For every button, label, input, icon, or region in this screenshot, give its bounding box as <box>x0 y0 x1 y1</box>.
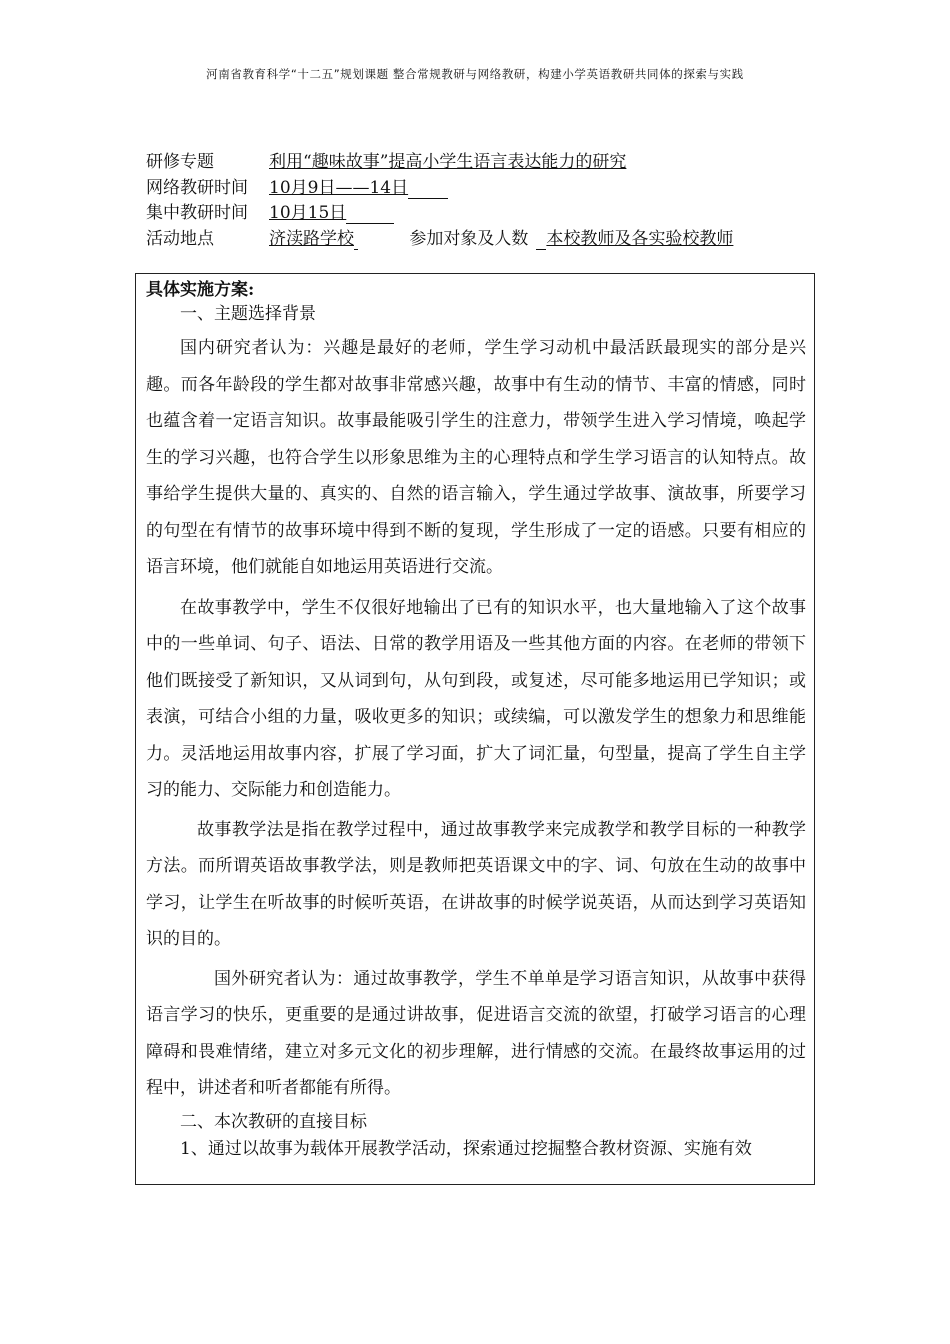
underline-blank <box>346 205 394 224</box>
participants-value: 本校教师及各实验校教师 <box>546 229 734 249</box>
underline-blank <box>536 231 546 250</box>
underline-blank <box>354 231 358 250</box>
meta-row-online-time <box>146 177 448 199</box>
underline-blank <box>408 180 448 199</box>
focus-time-value: 10月15日 <box>269 203 347 223</box>
location-value: 济渎路学校 <box>269 229 354 249</box>
participants-label: 参加对象及人数 <box>409 229 529 249</box>
topic-label: 研修专题 <box>146 152 214 172</box>
paragraph-story-teaching: 在故事教学中，学生不仅很好地输出了已有的知识水平，也大量地输入了这个故事中的一些单词、句子、语法、日常的教学用语及一些其他方面的内容。在老师的带领下他们既接受了新知识，又从词到句，从句到段，或复述，尽可能多地运用已学知识；或表演，可结合小组的力量，吸收更多的知识；或续编，可以激发学生的想象力和思维能力。灵活地运用故事内容，扩展了学习面，扩大了词汇量，句型量，提高了学生自主学习的能力、交际能力和创造能力。 <box>146 597 806 800</box>
paragraph-story-method: 故事教学法是指在教学过程中，通过故事教学来完成教学和教学目标的一种教学方法。而所谓英语故事教学法，则是教师把英语课文中的字、词、句放在生动的故事中学习，让学生在听故事的时候听英语，在讲故事的时候学说英语，从而达到学习英语知识的目的。 <box>146 819 806 949</box>
meta-row-topic <box>146 151 626 173</box>
online-time-value: 10月9日——14日 <box>269 178 409 198</box>
location-label: 活动地点 <box>146 229 214 249</box>
meta-row-location <box>146 228 733 250</box>
implementation-plan-content <box>146 278 806 1164</box>
meta-row-focus-time <box>146 202 394 224</box>
topic-value: 利用“趣味故事”提高小学生语言表达能力的研究 <box>269 152 627 172</box>
plan-title: 具体实施方案: <box>146 280 255 300</box>
section-heading-background: 一、主题选择背景 <box>180 304 316 324</box>
running-header: 河南省教育科学“十二五”规划课题 整合常规教研与网络教研，构建小学英语教研共同体的探索与实践 <box>206 67 744 81</box>
goal-item-1: 1、通过以故事为载体开展教学活动，探索通过挖掘整合教材资源、实施有效 <box>180 1138 752 1159</box>
focus-time-label: 集中教研时间 <box>146 203 248 223</box>
paragraph-domestic-research: 国内研究者认为：兴趣是最好的老师，学生学习动机中最活跃最现实的部分是兴趣。而各年龄段的学生都对故事非常感兴趣，故事中有生动的情节、丰富的情感，同时也蕴含着一定语言知识。故事最能吸引学生的注意力，带领学生进入学习情境，唤起学生的学习兴趣，也符合学生以形象思维为主的心理特点和学生学习语言的认知特点。故事给学生提供大量的、真实的、自然的语言输入，学生通过学故事、演故事，所要学习的句型在有情节的故事环境中得到不断的复现，学生形成了一定的语感。只要有相应的语言环境，他们就能自如地运用英语进行交流。 <box>146 338 806 577</box>
section-heading-goals: 二、本次教研的直接目标 <box>180 1111 367 1132</box>
online-time-label: 网络教研时间 <box>146 178 248 198</box>
paragraph-foreign-research: 国外研究者认为：通过故事教学，学生不单单是学习语言知识，从故事中获得语言学习的快乐，更重要的是通过讲故事，促进语言交流的欲望，打破学习语言的心理障碍和畏难情绪，建立对多元文化的初步理解，进行情感的交流。在最终故事运用的过程中，讲述者和听者都能有所得。 <box>146 968 806 1098</box>
implementation-plan-box <box>135 273 815 1185</box>
